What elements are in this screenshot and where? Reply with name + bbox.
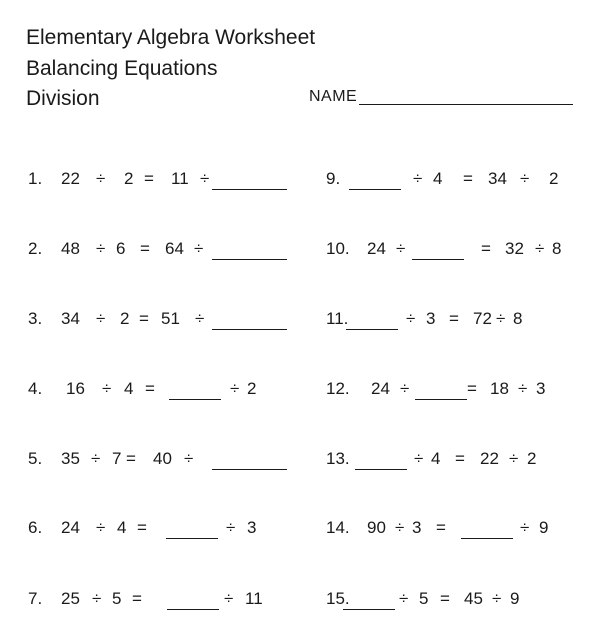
operand: 4 — [124, 379, 134, 398]
operand: 64 — [165, 239, 184, 258]
equals-sign: = — [449, 309, 459, 328]
division-sign: ÷ — [96, 239, 106, 258]
operand: 22 — [61, 169, 80, 188]
division-sign: ÷ — [184, 449, 194, 468]
problem-number: 6. — [28, 518, 43, 537]
division-sign: ÷ — [195, 309, 205, 328]
division-sign: ÷ — [414, 449, 424, 468]
answer-blank[interactable] — [349, 189, 401, 190]
division-sign: ÷ — [496, 309, 506, 328]
problem-11 — [0, 308, 612, 338]
operand: 7 — [112, 449, 122, 468]
answer-blank[interactable] — [355, 469, 407, 470]
problem-9 — [0, 168, 612, 198]
division-sign: ÷ — [96, 518, 106, 537]
operand: 48 — [61, 239, 80, 258]
division-sign: ÷ — [535, 239, 545, 258]
operand: 4 — [117, 518, 127, 537]
division-sign: ÷ — [224, 589, 234, 608]
operand: 22 — [480, 449, 499, 468]
division-sign: ÷ — [406, 309, 416, 328]
operand: 4 — [431, 449, 441, 468]
problem-number: 1. — [28, 169, 43, 188]
equals-sign: = — [140, 239, 150, 258]
problem-number: 11. — [326, 309, 349, 328]
operand: 8 — [513, 309, 523, 328]
operand: 34 — [488, 169, 507, 188]
name-blank-line[interactable] — [359, 88, 573, 105]
operand: 9 — [539, 518, 549, 537]
problem-number: 9. — [326, 169, 341, 188]
operand: 18 — [490, 379, 509, 398]
equals-sign: = — [145, 379, 155, 398]
operand: 5 — [112, 589, 122, 608]
operand: 25 — [61, 589, 80, 608]
equals-sign: = — [467, 379, 477, 398]
problem-number: 4. — [28, 379, 43, 398]
division-sign: ÷ — [399, 589, 409, 608]
problem-number: 3. — [28, 309, 43, 328]
operand: 45 — [464, 589, 483, 608]
division-sign: ÷ — [400, 379, 410, 398]
division-sign: ÷ — [492, 589, 502, 608]
name-label: NAME — [309, 88, 358, 105]
division-sign: ÷ — [194, 239, 204, 258]
equals-sign: = — [436, 518, 446, 537]
problem-14 — [0, 517, 612, 547]
equals-sign: = — [139, 309, 149, 328]
problem-number: 14. — [326, 518, 350, 537]
answer-blank[interactable] — [343, 609, 395, 610]
operand: 2 — [549, 169, 559, 188]
worksheet-topic: Division — [26, 87, 100, 110]
equals-sign: = — [440, 589, 450, 608]
equals-sign: = — [481, 239, 491, 258]
problem-number: 12. — [326, 379, 350, 398]
operand: 24 — [367, 239, 386, 258]
equals-sign: = — [126, 449, 136, 468]
operand: 2 — [124, 169, 134, 188]
answer-blank[interactable] — [412, 259, 464, 260]
operand: 8 — [552, 239, 562, 258]
operand: 34 — [61, 309, 80, 328]
equals-sign: = — [463, 169, 473, 188]
division-sign: ÷ — [96, 309, 106, 328]
equals-sign: = — [455, 449, 465, 468]
operand: 72 — [473, 309, 492, 328]
problem-number: 15. — [326, 589, 350, 608]
division-sign: ÷ — [200, 169, 210, 188]
operand: 4 — [433, 169, 443, 188]
operand: 32 — [505, 239, 524, 258]
operand: 2 — [247, 379, 257, 398]
problem-number: 7. — [28, 589, 43, 608]
problem-number: 10. — [326, 239, 350, 258]
operand: 2 — [120, 309, 130, 328]
division-sign: ÷ — [92, 589, 102, 608]
operand: 35 — [61, 449, 80, 468]
operand: 3 — [412, 518, 422, 537]
operand: 3 — [536, 379, 546, 398]
division-sign: ÷ — [396, 239, 406, 258]
division-sign: ÷ — [509, 449, 519, 468]
operand: 6 — [116, 239, 126, 258]
problem-number: 5. — [28, 449, 43, 468]
division-sign: ÷ — [520, 518, 530, 537]
division-sign: ÷ — [518, 379, 528, 398]
division-sign: ÷ — [96, 169, 106, 188]
answer-blank[interactable] — [346, 329, 398, 330]
operand: 16 — [66, 379, 85, 398]
equals-sign: = — [132, 589, 142, 608]
name-field — [309, 88, 573, 105]
operand: 51 — [161, 309, 180, 328]
problem-12 — [0, 378, 612, 408]
problem-number: 2. — [28, 239, 43, 258]
problem-number: 13. — [326, 449, 350, 468]
division-sign: ÷ — [226, 518, 236, 537]
operand: 11 — [245, 589, 263, 608]
operand: 24 — [61, 518, 80, 537]
operand: 9 — [510, 589, 520, 608]
division-sign: ÷ — [102, 379, 112, 398]
operand: 90 — [367, 518, 386, 537]
answer-blank[interactable] — [461, 538, 513, 539]
operand: 11 — [171, 169, 189, 188]
problem-15 — [0, 588, 612, 618]
worksheet-subtitle: Balancing Equations — [26, 57, 218, 80]
operand: 40 — [153, 449, 172, 468]
answer-blank[interactable] — [415, 399, 467, 400]
operand: 3 — [426, 309, 436, 328]
operand: 2 — [527, 449, 537, 468]
problem-13 — [0, 448, 612, 478]
equals-sign: = — [137, 518, 147, 537]
operand: 5 — [419, 589, 429, 608]
operand: 24 — [371, 379, 390, 398]
division-sign: ÷ — [230, 379, 240, 398]
division-sign: ÷ — [91, 449, 101, 468]
division-sign: ÷ — [520, 169, 530, 188]
problem-10 — [0, 238, 612, 268]
division-sign: ÷ — [395, 518, 405, 537]
equals-sign: = — [144, 169, 154, 188]
worksheet-title: Elementary Algebra Worksheet — [26, 26, 316, 49]
operand: 3 — [247, 518, 257, 537]
division-sign: ÷ — [413, 169, 423, 188]
